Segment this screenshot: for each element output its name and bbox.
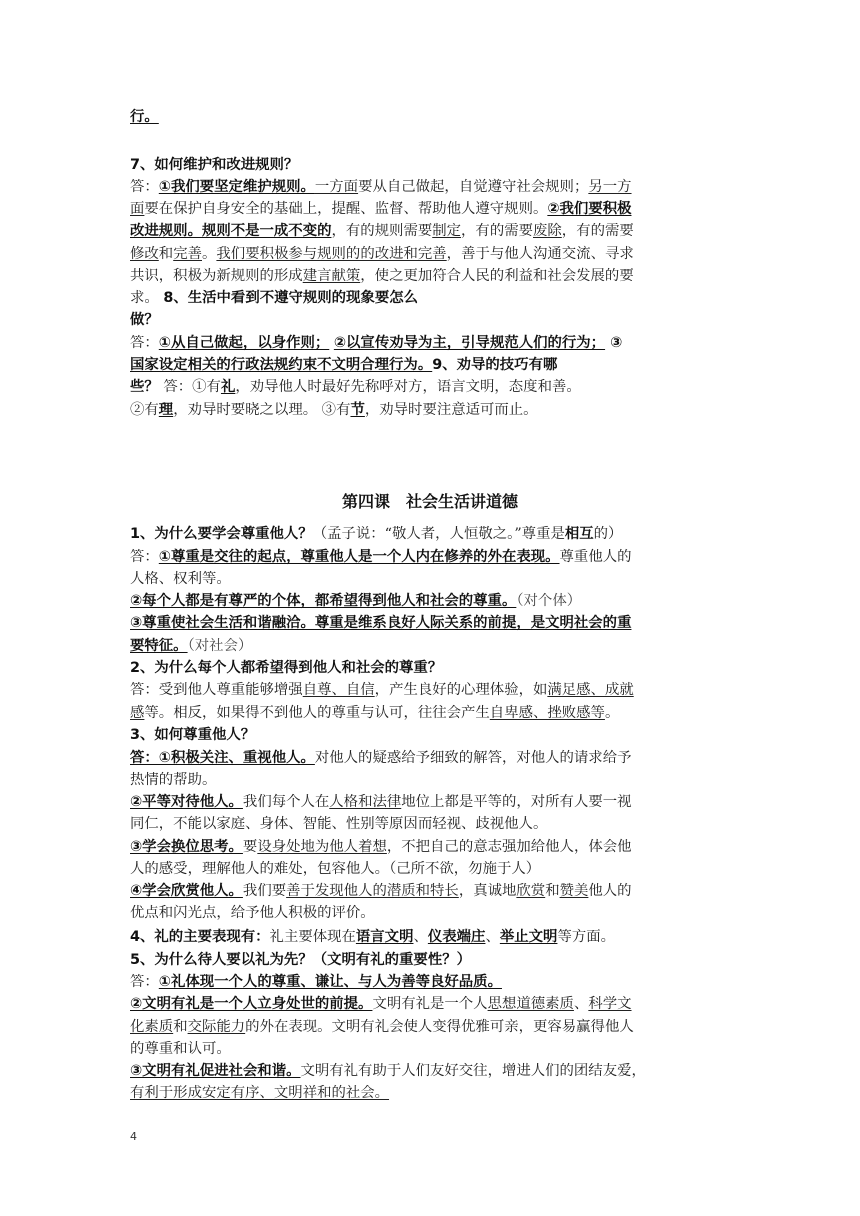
text-line	[130, 333, 622, 353]
text-segment: 3、如何尊重他人？	[130, 727, 256, 743]
text-segment: 欣赏	[516, 883, 546, 899]
text-segment: 赞美	[559, 883, 589, 899]
text-line	[130, 524, 622, 544]
text-segment: ③	[605, 335, 623, 351]
text-segment: 人的感受，理解他人的难处，包容他人。（己所不欲，勿施于人）	[130, 861, 541, 877]
text-segment: 语言文明	[355, 929, 414, 945]
text-segment: 答：	[130, 549, 159, 565]
text-segment: 。	[604, 705, 620, 721]
text-segment: ②有	[130, 402, 159, 418]
text-segment: 要	[242, 839, 258, 855]
text-segment: 地位上都是平等的，对所有人要一视	[401, 794, 632, 810]
text-segment: 面	[130, 201, 145, 217]
text-segment: 答：①积极关注、重视他人。	[130, 750, 315, 766]
text-line	[130, 199, 632, 219]
text-segment: ，真诚地	[458, 883, 517, 899]
text-segment: 制定	[432, 223, 462, 239]
text-segment: 完善	[173, 246, 202, 262]
text-segment: 修改	[130, 246, 159, 262]
text-segment: 、	[573, 996, 589, 1012]
text-segment: （对社会）	[187, 638, 253, 654]
text-line	[130, 288, 418, 308]
text-segment: （孟子说：“敬人者，人恒敬之。”尊重是	[312, 526, 565, 542]
text-segment: 7、如何维护和改进规则？	[130, 157, 299, 173]
text-segment: 等。相反，如果得不到他人的尊重与认可，往往会产生	[144, 705, 490, 721]
text-segment: 建言献策	[302, 268, 361, 284]
text-segment: 答：	[130, 179, 159, 195]
text-segment: 答：受到他人尊重能够增强	[130, 682, 303, 698]
text-segment: 我们要	[242, 883, 287, 899]
text-line	[130, 1083, 389, 1103]
text-segment: 2、为什么每个人都希望得到他人和社会的尊重？	[130, 660, 443, 676]
text-segment: 要从自己做起，自觉遵守社会规则；	[358, 179, 589, 195]
text-segment: 文明有礼是一个人	[372, 996, 488, 1012]
text-segment: 的外在表现。文明有礼会使人变得优雅可亲，更容易赢得他人	[245, 1019, 634, 1035]
text-segment: 礼主要体现在	[269, 929, 356, 945]
text-segment: ①我们要坚定维护规则。	[158, 179, 315, 195]
text-segment: 4、礼的主要表现有：	[130, 929, 270, 945]
text-segment: 等方面。	[557, 929, 616, 945]
text-line	[130, 748, 631, 768]
text-segment: 自卑感、挫败感等	[489, 705, 605, 721]
text-segment: 举止文明	[499, 929, 558, 945]
text-segment: 我们要积极参与规则的的改进和完善	[216, 246, 447, 262]
text-segment: 答：①有	[163, 379, 221, 395]
text-segment: 5、为什么待人要以礼为先？（文明有礼的重要性？）	[130, 952, 471, 968]
text-segment: 、	[485, 929, 500, 945]
text-segment: ②我们要积极	[547, 201, 632, 217]
text-segment: 礼	[220, 379, 236, 395]
text-segment: 1、为什么要学会尊重他人？	[130, 526, 313, 542]
text-segment: 废除	[533, 223, 562, 239]
text-segment: 感	[130, 705, 145, 721]
text-line	[130, 107, 159, 127]
text-segment: 另一方	[588, 179, 632, 195]
text-segment: 满足感、成就	[547, 682, 634, 698]
text-segment: 人格、权利等。	[130, 571, 231, 587]
text-segment: 和	[158, 246, 174, 262]
text-segment: ，善于与他人沟通交流、寻求	[446, 246, 634, 262]
text-segment: 热情的帮助。	[130, 772, 217, 788]
text-line	[130, 1061, 646, 1081]
text-segment: 交际能力	[187, 1019, 246, 1035]
text-segment: 的）	[593, 526, 623, 542]
text-line	[130, 972, 502, 992]
text-segment: 善于发现他人的潜质和特长	[286, 883, 459, 899]
text-segment: 8、生活中看到不遵守规则的现象要怎么	[163, 290, 419, 306]
page-number: 4	[130, 1130, 137, 1143]
text-segment: 答：	[130, 335, 159, 351]
text-segment: ，劝导时要晓之以理。 ③有	[173, 402, 351, 418]
text-line	[130, 547, 632, 567]
text-segment: ，有的规则需要	[331, 223, 433, 239]
text-segment: 理	[158, 402, 174, 418]
text-line	[130, 680, 634, 700]
text-segment: ，劝导时要注意适可而止。	[364, 402, 538, 418]
text-segment: 自尊、自信	[302, 682, 375, 698]
text-segment: ，产生良好的心理体验，如	[374, 682, 548, 698]
text-segment: 科学文	[588, 996, 632, 1012]
text-line	[130, 377, 581, 397]
text-line	[130, 1017, 634, 1037]
text-segment: ④学会欣赏他人。	[130, 883, 243, 899]
text-line	[130, 658, 442, 678]
text-segment: 有利于形成安定有序、文明祥和的社会。	[130, 1085, 390, 1101]
lesson-title: 第四课 社会生活讲道德	[341, 492, 518, 511]
text-segment: 他人的	[588, 883, 632, 899]
text-line	[130, 244, 634, 264]
text-segment: 和	[545, 883, 560, 899]
text-segment: 我们每个人在	[242, 794, 330, 810]
text-segment: 和	[173, 1019, 188, 1035]
text-line	[130, 792, 632, 812]
text-line	[130, 266, 634, 286]
text-segment: ③文明有礼促进社会和谐。	[130, 1063, 301, 1079]
text-segment: ②每个人都是有尊严的个体，都希望得到他人和社会的尊重。	[130, 593, 517, 609]
text-line	[130, 155, 298, 175]
text-segment: 设身处地为他人着想	[257, 839, 387, 855]
text-segment: 化素质	[130, 1019, 174, 1035]
text-segment: ①尊重是交往的起点，尊重他人是一个人内在修养的外在表现。	[158, 549, 560, 565]
text-segment: 。	[202, 246, 217, 262]
text-segment: ③学会换位思考。	[130, 839, 243, 855]
text-segment: 仪表端庄	[427, 929, 486, 945]
text-line	[130, 400, 538, 420]
text-line	[130, 881, 632, 901]
text-segment: 的尊重和认可。	[130, 1041, 231, 1057]
text-segment: 要特征。	[130, 638, 188, 654]
text-segment: 些？	[130, 379, 159, 395]
text-line	[130, 994, 632, 1014]
text-segment: 要在保护自身安全的基础上，提醒、监督、帮助他人遵守规则。	[144, 201, 548, 217]
text-line	[130, 859, 540, 879]
text-segment: 人格和法律	[329, 794, 402, 810]
text-segment: 共识，积极为新规则的形成	[130, 268, 303, 284]
text-line	[130, 177, 632, 197]
text-segment: 一方面	[314, 179, 359, 195]
text-segment: ②以宣传劝导为主，引导规范人们的行为；	[333, 335, 606, 351]
text-segment: 优点和闪光点，给予他人积极的评价。	[130, 905, 375, 921]
text-segment: ，有的需要	[461, 223, 533, 239]
text-segment: 国家设定相关的行政法规约束不文明合理行为。	[130, 357, 433, 373]
text-segment: 、	[413, 929, 428, 945]
text-segment: ，有的需要	[561, 223, 634, 239]
text-segment: ①从自己做起，以身作则；	[158, 335, 330, 351]
text-segment: 思想道德素质	[487, 996, 574, 1012]
text-segment: ②平等对待他人。	[130, 794, 243, 810]
text-segment: 对他人的疑惑给予细致的解答，对他人的请求给予	[314, 750, 632, 766]
text-line	[130, 950, 471, 970]
text-line	[130, 770, 216, 790]
text-segment: 9、劝导的技巧有哪	[432, 357, 558, 373]
text-segment: 改进规则。规则不是一成不变的	[130, 223, 332, 239]
text-segment: ③尊重使社会生活和谐融洽。尊重是维系良好人际关系的前提，是文明社会的重	[130, 615, 632, 631]
text-line	[130, 927, 615, 947]
text-line	[130, 703, 619, 723]
text-line	[130, 221, 634, 241]
text-line	[130, 569, 231, 589]
text-segment: ，使之更加符合人民的利益和社会发展的要	[360, 268, 634, 284]
text-segment: 求。	[130, 290, 164, 306]
text-line	[130, 591, 581, 611]
text-line	[130, 837, 632, 857]
text-segment: 相互	[564, 526, 594, 542]
text-segment: ，不把自己的意志强加给他人，体会他	[386, 839, 632, 855]
text-segment: ①礼体现一个人的尊重、谦让、与人为善等良好品质。	[158, 974, 502, 990]
text-line	[130, 636, 252, 656]
text-segment: ②文明有礼是一个人立身处世的前提。	[130, 996, 373, 1012]
text-segment: 尊重他人的	[559, 549, 632, 565]
text-segment: 做？	[130, 312, 159, 328]
text-segment: ，劝导他人时最好先称呼对方，语言文明，态度和善。	[235, 379, 581, 395]
text-line	[130, 355, 557, 375]
text-segment: 答：	[130, 974, 159, 990]
text-line	[130, 814, 547, 834]
text-line	[130, 903, 375, 923]
text-segment: 文明有礼有助于人们友好交往，增进人们的团结友爱，	[300, 1063, 646, 1079]
text-segment: 节	[350, 402, 365, 418]
text-line	[130, 310, 159, 330]
text-line	[130, 725, 255, 745]
text-segment: 同仁，不能以家庭、身体、智能、性别等原因而轻视、歧视他人。	[130, 816, 548, 832]
text-segment: （对个体）	[516, 593, 582, 609]
text-line	[130, 613, 631, 633]
text-line	[130, 1039, 231, 1059]
text-segment: 行。	[130, 109, 159, 125]
